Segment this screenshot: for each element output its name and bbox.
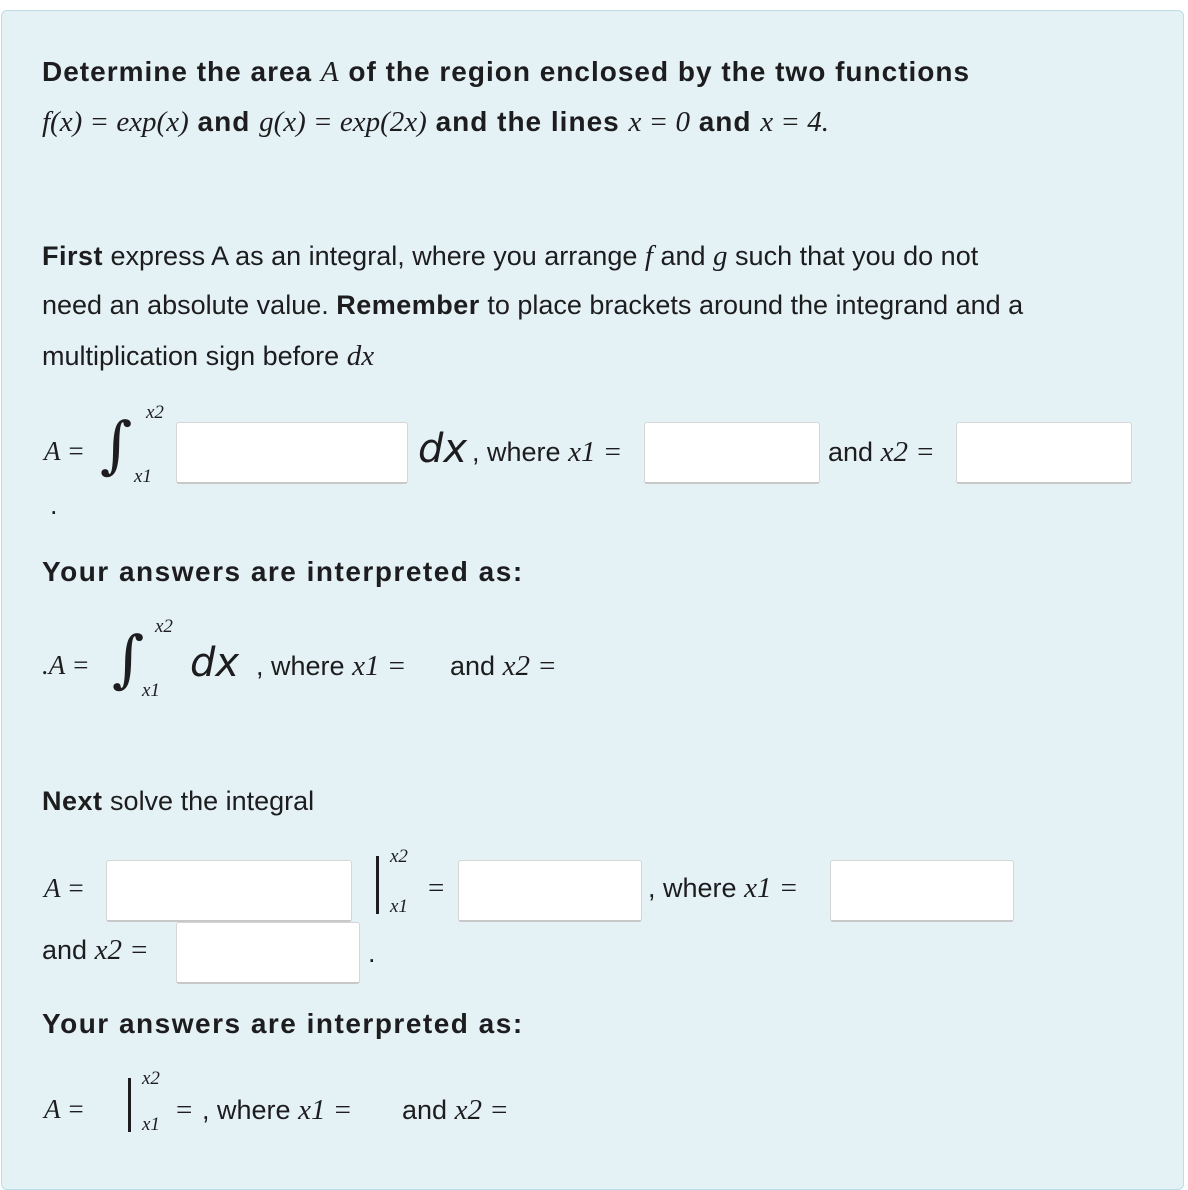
question-line-1: Determine the area A of the region enclosed by the two functions <box>42 56 971 88</box>
instruction-line-2: need an absolute value. Remember to place brackets around the integrand and a <box>42 290 1024 320</box>
interp2-and-x2: and x2 = <box>402 1094 509 1126</box>
step2-x1-input[interactable] <box>830 860 1014 922</box>
interp2-A-label: A = <box>44 1094 85 1124</box>
interp2-equals: = <box>176 1094 193 1126</box>
form1-A-label: A = <box>44 436 85 466</box>
g-expression: g(x) = exp(2x) <box>259 106 427 138</box>
evaluation-bar <box>376 856 379 914</box>
step2-A-label: A = <box>44 873 85 903</box>
instruction-line-1: First express A as an integral, where you arrange f and g such that you do not <box>42 240 979 272</box>
question-line-2: f(x) = exp(x) and g(x) = exp(2x) and the lines x = 0 and x = 4. <box>42 106 829 138</box>
interp1-lower: x1 <box>142 680 160 701</box>
form1-where: , where x1 = <box>472 436 623 468</box>
instruction-line-3: multiplication sign before dx <box>42 340 375 372</box>
integral-sign: ∫ <box>100 408 133 481</box>
step2-upper: x2 <box>390 846 408 867</box>
interp1-dx: dx <box>190 640 240 686</box>
dx-label: dx <box>418 426 468 472</box>
interpreted-heading-2: Your answers are interpreted as: <box>42 1008 524 1039</box>
interp2-lower: x1 <box>142 1114 160 1135</box>
integrand-input[interactable] <box>176 422 408 484</box>
interp1-A-label: .A = <box>42 650 90 680</box>
interp1-and-x2: and x2 = <box>450 650 557 682</box>
step2-lower: x1 <box>390 896 408 917</box>
step2-instruction: Next solve the integral <box>42 786 315 816</box>
step2-x2-input[interactable] <box>176 922 360 984</box>
upper-limit-label: x2 <box>146 402 164 423</box>
x1-input[interactable] <box>644 422 820 484</box>
form1-and-x2: and x2 = <box>828 436 935 468</box>
step2-equals: = <box>428 872 445 904</box>
f-expression: f(x) = exp(x) <box>42 106 189 138</box>
antiderivative-input[interactable] <box>106 860 352 922</box>
interp2-evaluation-bar <box>128 1078 131 1132</box>
interp2-upper: x2 <box>142 1068 160 1089</box>
interp1-upper: x2 <box>155 616 173 637</box>
interp2-where: , where x1 = <box>202 1094 353 1126</box>
x2-input[interactable] <box>956 422 1132 484</box>
result-input[interactable] <box>458 860 642 922</box>
step2-and-x2: and x2 = <box>42 934 149 966</box>
step2-dot: . <box>368 938 376 968</box>
form1-dot: . <box>50 490 58 520</box>
step2-where: , where x1 = <box>648 872 799 904</box>
lower-limit-label: x1 <box>134 466 152 487</box>
interpreted-heading-1: Your answers are interpreted as: <box>42 556 524 587</box>
interp1-where: , where x1 = <box>256 650 407 682</box>
interp1-integral-sign: ∫ <box>112 622 145 695</box>
